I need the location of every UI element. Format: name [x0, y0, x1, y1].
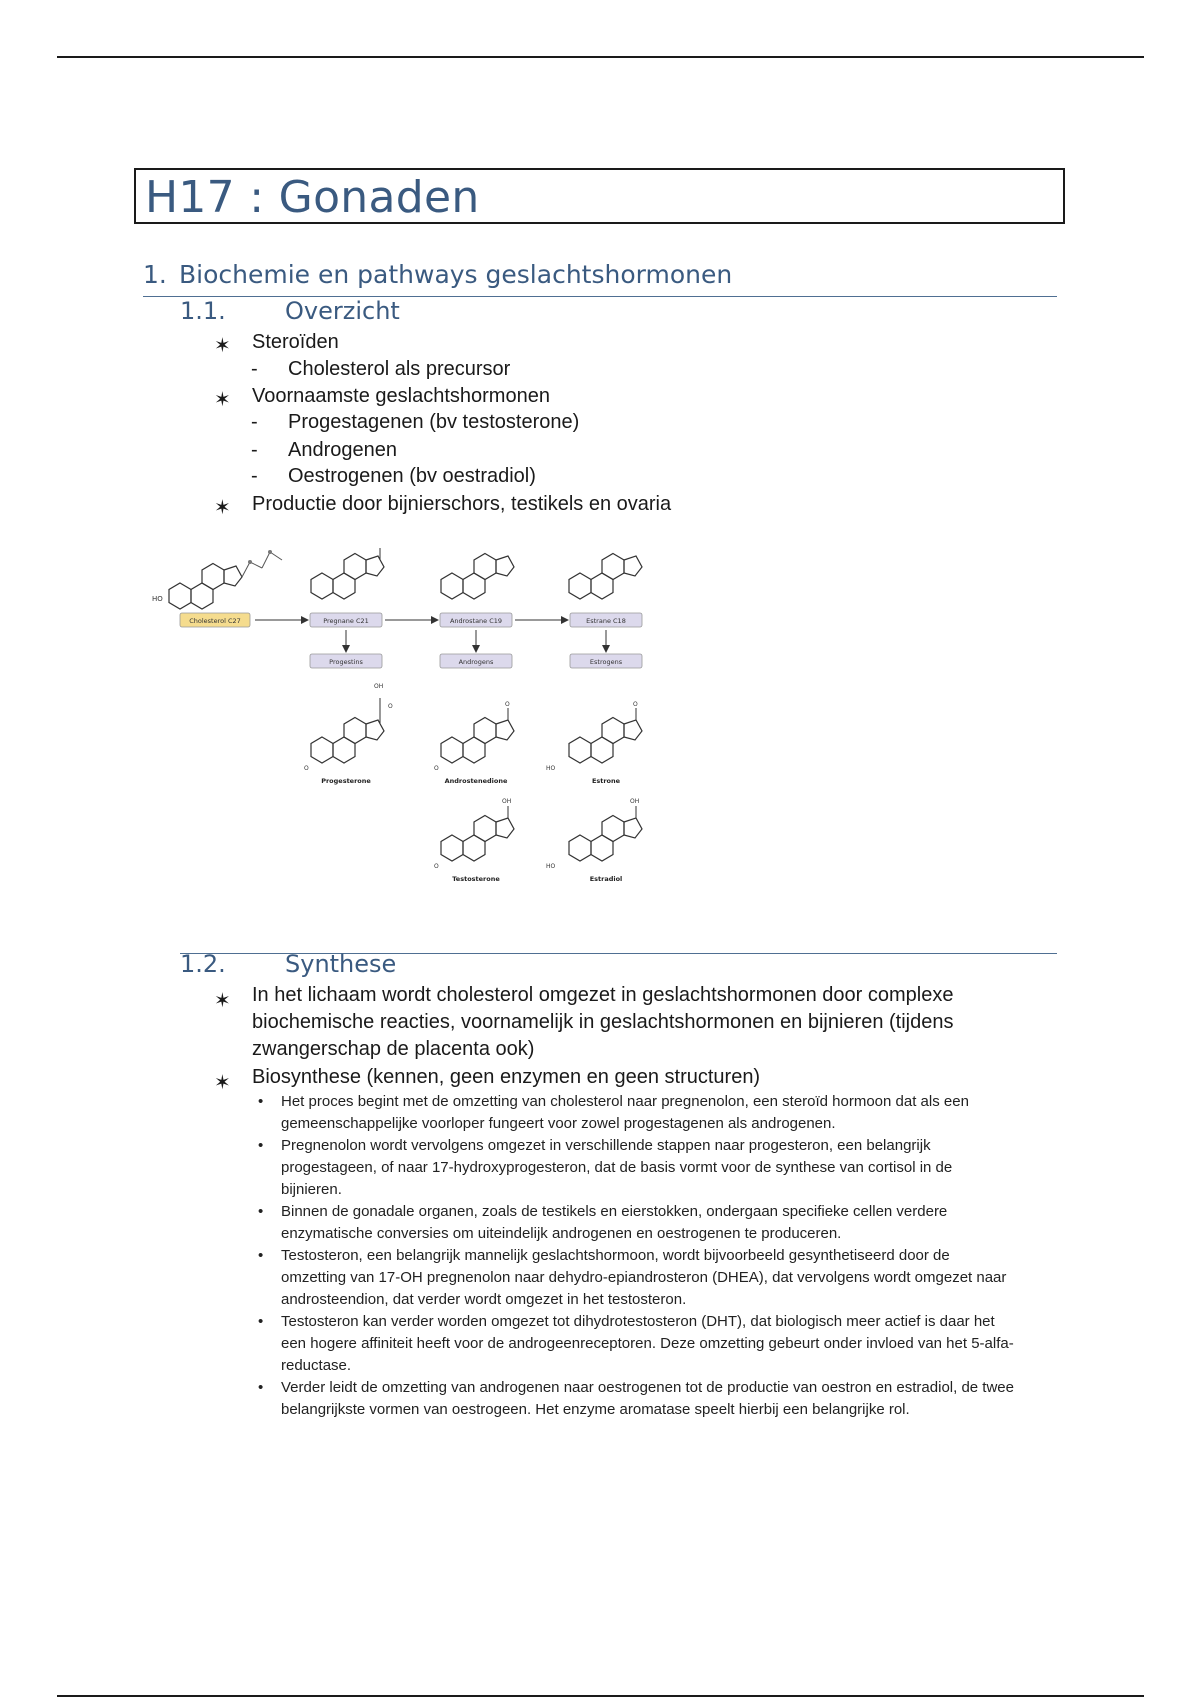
androgens-label: Androgens [458, 658, 494, 666]
subsection-number: 1.2. [180, 950, 226, 978]
progestins-label: Progestins [329, 658, 363, 666]
dash-bullet: - [251, 411, 258, 433]
testosterone-structure [434, 798, 514, 870]
steroid-pathway-figure [150, 548, 720, 948]
estrone-structure [546, 701, 642, 772]
bullet-progestagenen: Progestagenen (bv testosterone) [288, 411, 580, 433]
estradiol-label: Estradiol [589, 875, 623, 883]
cholesterol-box-label: Cholesterol C27 [189, 617, 241, 625]
pregnane-structure [311, 548, 384, 599]
star-bullet: ✶ [214, 990, 231, 1012]
oh-label: OH [502, 798, 512, 805]
bullet-androgenen: Androgenen [288, 439, 397, 461]
cholesterol-structure [152, 550, 282, 609]
list-item [255, 1377, 1015, 1421]
androstenedione-structure [434, 701, 514, 772]
biosynthese-list [255, 1091, 1015, 1421]
list-item [255, 1311, 1015, 1377]
bullet-steroiden: Steroïden [252, 331, 339, 353]
androstenedione-label: Androstenedione [444, 777, 508, 785]
subsection-title: Synthese [285, 950, 397, 978]
estrogens-label: Estrogens [589, 658, 623, 666]
androstane-box-label: Androstane C19 [449, 617, 503, 625]
estrane-structure [569, 554, 642, 600]
oxo-label: O [388, 703, 393, 710]
dot-bullet: • [258, 1203, 264, 1220]
list-item [255, 1135, 1015, 1201]
section-number: 1. [143, 260, 167, 289]
list-item [255, 1201, 1015, 1245]
estrane-box-label: Estrane C18 [586, 617, 626, 625]
dot-bullet: • [258, 1137, 264, 1154]
list-item [255, 1245, 1015, 1311]
biosynthese-heading: Biosynthese (kennen, geen enzymen en geen structuren) [252, 1066, 761, 1088]
dot-bullet: • [258, 1093, 264, 1110]
estrone-label: Estrone [591, 777, 621, 785]
list-item-text: Testosteron, een belangrijk mannelijk geslachtshormoon, wordt bijvoorbeeld gesynthetiseerd door de omzetting van 17-OH pregnenolon naar dehydro-epiandrosteron (DHEA), dat vervolgens wordt omgezet naar androsteendion, dat verder wordt omgezet in het testosteron. [281, 1247, 1007, 1308]
synthese-paragraph: In het lichaam wordt cholesterol omgezet in geslachtshormonen door complexe biochemische reacties, voornamelijk in geslachtshormonen en bijnieren (tijdens zwangerschap de placenta ook) [252, 984, 954, 1060]
oh-label: OH [374, 683, 384, 690]
list-item [255, 1091, 1015, 1135]
progesterone-structure [304, 683, 393, 772]
hydroxyl-label: HO [546, 765, 556, 772]
subsection-title: Overzicht [285, 297, 400, 325]
star-bullet: ✶ [214, 389, 231, 411]
androstane-structure [441, 554, 514, 600]
oxo-label: O [434, 863, 439, 870]
oxo-label: O [434, 765, 439, 772]
star-bullet: ✶ [214, 1072, 231, 1094]
dot-bullet: • [258, 1313, 264, 1330]
oxo-label: O [304, 765, 309, 772]
subsection-number: 1.1. [180, 297, 226, 325]
oxo-label: O [505, 701, 510, 708]
bullet-voornaamste: Voornaamste geslachtshormonen [252, 385, 550, 407]
section-title: Biochemie en pathways geslachtshormonen [179, 260, 733, 289]
star-bullet: ✶ [214, 497, 231, 519]
list-item-text: Pregnenolon wordt vervolgens omgezet in verschillende stappen naar progesteron, een belangrijk progestageen, of naar 17-hydroxyprogesteron, dat de basis vormt voor de synthese van cortisol in de bijnieren. [281, 1137, 953, 1198]
oh-label: OH [630, 798, 640, 805]
star-bullet: ✶ [214, 335, 231, 357]
bullet-cholesterol: Cholesterol als precursor [288, 358, 511, 380]
list-item-text: Het proces begint met de omzetting van cholesterol naar pregnenolon, een steroïd hormoon dat als een gemeenschappelijke voorloper fungeert voor zowel progestagenen als androgenen. [281, 1093, 969, 1132]
list-item-text: Verder leidt de omzetting van androgenen naar oestrogenen tot de productie van oestron en estradiol, de twee belangrijkste vormen van oestrogeen. Het enzyme aromatase speelt hierbij een belangrijke rol. [281, 1379, 1014, 1418]
page-title: H17 : Gonaden [145, 172, 480, 223]
pregnane-box-label: Pregnane C21 [323, 617, 369, 625]
hydroxyl-label: HO [546, 863, 556, 870]
dot-bullet: • [258, 1379, 264, 1396]
dash-bullet: - [251, 358, 258, 380]
footer-rule [57, 1695, 1144, 1697]
section-heading-1 [143, 260, 1057, 297]
bullet-oestrogenen: Oestrogenen (bv oestradiol) [288, 465, 536, 487]
dash-bullet: - [251, 465, 258, 487]
estradiol-structure [546, 798, 642, 870]
dot-bullet: • [258, 1247, 264, 1264]
testosterone-label: Testosterone [452, 875, 500, 883]
dash-bullet: - [251, 439, 258, 461]
bullet-productie: Productie door bijnierschors, testikels en ovaria [252, 493, 672, 515]
hydroxyl-label: HO [152, 595, 163, 603]
title-box [134, 168, 1065, 224]
progesterone-label: Progesterone [321, 777, 371, 785]
oxo-label: O [633, 701, 638, 708]
list-item-text: Testosteron kan verder worden omgezet tot dihydrotestosteron (DHT), dat biologisch meer actief is daar het een hogere affiniteit heeft voor de androgeenreceptoren. Deze omzetting gebeurt onder invloed van het 5-alfa-reductase. [281, 1313, 1014, 1374]
list-item-text: Binnen de gonadale organen, zoals de testikels en eierstokken, ondergaan specifieke cellen verdere enzymatische conversies om uiteindelijk androgenen en oestrogenen te produceren. [281, 1203, 948, 1242]
header-rule [57, 56, 1144, 58]
